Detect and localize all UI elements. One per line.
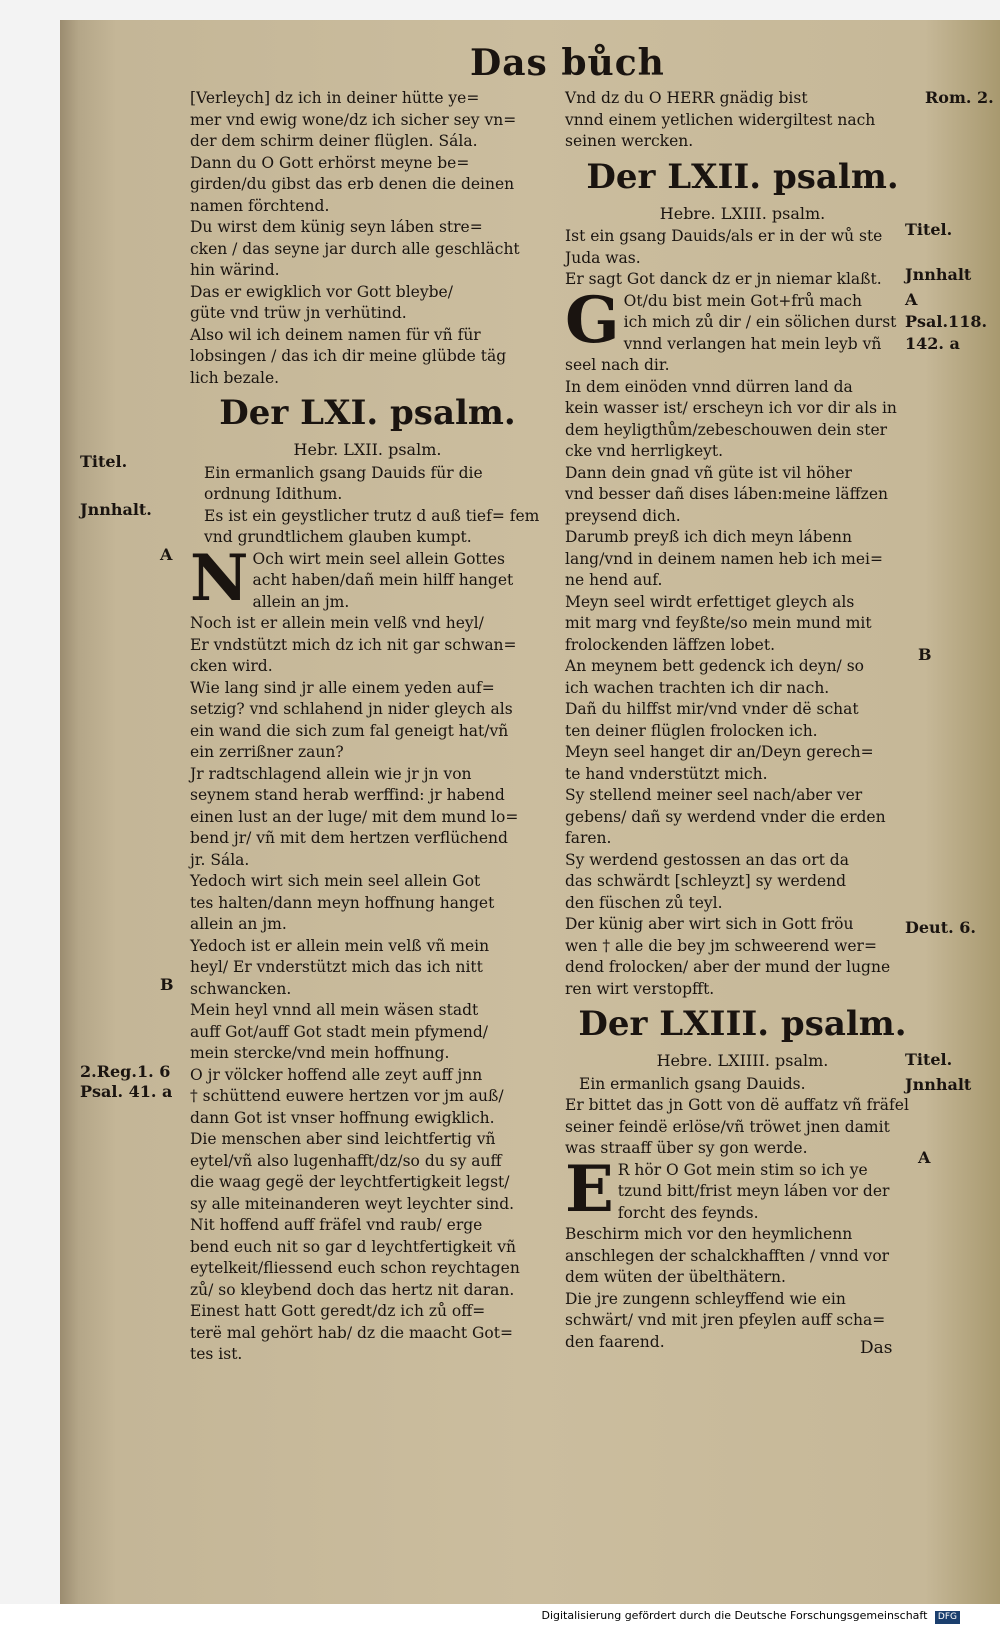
text-line: heyl/ Er vnderstützt mich das ich nitt: [190, 958, 483, 976]
text-line: tzund bitt/frist meyn láben vor der: [617, 1182, 890, 1200]
left-column: [190, 88, 545, 1366]
margin-section-a-right-1: A: [905, 290, 918, 309]
margin-section-b-left: B: [160, 975, 174, 994]
text-line: schwancken.: [190, 979, 292, 998]
text-line: Mein heyl vnnd all mein wäsen stadt: [190, 1001, 479, 1019]
margin-section-a-right-2: A: [918, 1148, 931, 1167]
psalm-61-opening-lines: [253, 549, 514, 614]
text-line: ein zerrißner zaun?: [190, 743, 344, 761]
text-line: mein stercke/vnd mein hoffnung.: [190, 1044, 450, 1062]
text-line: Sy werdend gestossen an das ort da: [565, 850, 849, 869]
text-line: die waag gegë der leychtfertigkeit legst/: [190, 1173, 510, 1191]
text-line: vnd besser dañ dises láben:meine läffzen: [565, 485, 889, 503]
text-line: Vnd dz du O HERR gnädig bist: [565, 89, 808, 107]
text-line: hin wärind.: [190, 261, 280, 279]
text-line: Das er ewigklich vor Gott bleybe/: [190, 282, 453, 301]
text-line: cke vnd herrligkeyt.: [565, 442, 724, 460]
margin-titel-right-1: Titel.: [905, 220, 953, 239]
text-line: tes halten/dann meyn hoffnung hanget: [190, 893, 495, 912]
dfg-logo: DFG: [935, 1611, 960, 1624]
text-line: eytelkeit/fliessend euch schon reychtagen: [190, 1259, 520, 1277]
margin-ref-deut: Deut. 6.: [905, 918, 976, 937]
text-line: Einest hatt Gott geredt/dz ich zů off=: [190, 1302, 486, 1320]
drop-cap-g: G: [565, 282, 620, 358]
margin-section-a-left: A: [160, 545, 173, 564]
text-line: seel nach dir.: [565, 356, 670, 374]
psalm-63-opening-lines: [618, 1160, 890, 1225]
text-line: den faarend.: [565, 1332, 665, 1351]
margin-titel-left: Titel.: [80, 452, 128, 471]
text-line: dend frolocken/ aber der mund der lugne: [565, 958, 891, 976]
digitization-footer: [0, 1604, 1000, 1627]
text-line: Meyn seel wirdt erfettiget gleych als: [565, 592, 855, 611]
text-line: ten deiner flüglen frolocken ich.: [565, 721, 818, 740]
text-line: dem heyligthům/zebeschouwen dein ster: [565, 420, 888, 439]
text-line: lang/vnd in deinem namen heb ich mei=: [565, 549, 883, 568]
text-line: tes ist.: [190, 1345, 243, 1363]
text-line: Die jre zungenn schleyffend wie ein: [565, 1289, 846, 1308]
text-line: Yedoch wirt sich mein seel allein Got: [190, 872, 481, 890]
text-line: seinen wercken.: [565, 132, 694, 150]
text-line: acht haben/dañ mein hilff hanget: [252, 571, 514, 589]
text-line: ein wand die sich zum fal geneigt hat/vñ: [190, 721, 509, 740]
text-line: schwärt/ vnd mit jren pfeylen auff scha=: [565, 1311, 886, 1329]
text-line: sy alle miteinanderen weyt leychter sind.: [190, 1194, 515, 1213]
text-line: cken wird.: [190, 657, 273, 675]
text-line: [Verleych] dz ich in deiner hütte ye=: [190, 89, 480, 107]
text-line: Dann dein gnad vñ güte ist vil höher: [565, 463, 852, 482]
psalm-63-title: Der LXIII. psalm.: [578, 1004, 907, 1044]
psalm-62-hebrew-number: Hebre. LXIII. psalm.: [659, 203, 826, 223]
text-line: güte vnd trüw jn verhütind.: [190, 304, 407, 322]
text-line: † schüttend euwere hertzen vor jm auß/: [190, 1087, 504, 1105]
psalm-62-opening-lines: [624, 291, 897, 356]
text-line: Dann du O Gott erhörst meyne be=: [190, 153, 470, 172]
text-line: Darumb preyß ich dich meyn lábenn: [565, 528, 852, 546]
text-line: ne hend auf.: [565, 571, 663, 589]
text-line: Noch ist er allein mein velß vnd heyl/: [190, 614, 484, 632]
text-line: terë mal gehört hab/ dz die maacht Got=: [190, 1323, 513, 1342]
text-line: lich bezale.: [190, 368, 280, 387]
margin-ref-psal118: Psal.118.: [905, 312, 988, 331]
text-line: Der künig aber wirt sich in Gott fröu: [565, 915, 854, 933]
text-line: bend euch nit so gar d leychtfertigkeit vñ: [190, 1237, 516, 1256]
text-line: gebens/ dañ sy werdend vnder die erden: [565, 807, 886, 826]
text-line: Nit hoffend auff fräfel vnd raub/ erge: [190, 1216, 483, 1234]
text-line: namen förchtend.: [190, 196, 330, 215]
right-text-block-1: [565, 88, 920, 153]
margin-innhalt-left: Jnnhalt.: [80, 500, 152, 519]
right-text-block-2: [565, 355, 920, 1000]
text-line: jr. Sála.: [190, 850, 250, 869]
margin-ref-reg: 2.Reg.1. 6: [80, 1062, 171, 1081]
text-line: forcht des feynds.: [617, 1203, 759, 1222]
text-line: Er vndstützt mich dz ich nit gar schwan=: [190, 635, 517, 654]
text-line: das schwärdt [schleyzt] sy werdend: [565, 872, 847, 890]
text-line: Wie lang sind jr alle einem yeden auf=: [190, 678, 495, 697]
drop-cap-n: N: [190, 540, 249, 616]
text-line: preysend dich.: [565, 506, 681, 525]
text-line: lobsingen / das ich dir meine glübde täg: [190, 347, 507, 365]
psalm-61-summary: Es ist ein geystlicher trutz d auß tief= fem vnd grundtlichem glauben kumpt.: [204, 506, 540, 546]
text-line: faren.: [565, 829, 612, 847]
text-line: setzig? vnd schlahend jn nider gleych als: [190, 700, 513, 718]
text-line: Ot/du bist mein Got+frů mach: [623, 291, 862, 310]
text-line: einen lust an der luge/ mit dem mund lo=: [190, 807, 519, 826]
text-line: seynem stand herab werffind: jr habend: [190, 786, 505, 804]
margin-section-b-right: B: [918, 645, 932, 664]
psalm-63-opening: [565, 1151, 920, 1227]
psalm-63-hebrew-number: Hebre. LXIIII. psalm.: [656, 1051, 829, 1070]
psalm-61-opening: [190, 540, 545, 616]
psalm-62-title-note: Ist ein gsang Dauids/als er in der wů ste Juda was.: [565, 227, 883, 267]
psalm-61-title-note: Ein ermanlich gsang Dauids für die ordnung Idithum.: [204, 463, 483, 503]
text-line: Meyn seel hanget dir an/Deyn gerech=: [565, 743, 874, 761]
margin-ref-142: 142. a: [905, 334, 960, 353]
text-line: mit marg vnd feyßte/so mein mund mit: [565, 614, 872, 632]
text-line: Die menschen aber sind leichtfertig vñ: [190, 1130, 496, 1148]
drop-cap-e: E: [565, 1151, 614, 1227]
text-line: ren wirt verstopfft.: [565, 979, 715, 998]
psalm-61-title: Der LXI. psalm.: [219, 393, 516, 433]
text-line: dann Got ist vnser hoffnung ewigklich.: [190, 1108, 495, 1127]
text-line: allein an jm.: [190, 915, 287, 933]
running-header: Das bůch: [470, 42, 665, 84]
text-line: Also wil ich deinem namen für vñ für: [190, 325, 481, 344]
margin-innhalt-right-2: Jnnhalt: [905, 1075, 972, 1094]
text-line: wen † alle die bey jm schweerend wer=: [565, 936, 877, 955]
psalm-63-title-note: Ein ermanlich gsang Dauids.: [579, 1074, 806, 1093]
text-line: auff Got/auff Got stadt mein pfymend/: [190, 1022, 489, 1041]
text-line: frolockenden läffzen lobet.: [565, 635, 775, 654]
text-line: ich mich zů dir / ein sölichen durst: [623, 313, 897, 331]
text-line: dem wüten der übelthätern.: [565, 1268, 786, 1286]
left-text-block-2: [190, 613, 545, 1366]
text-line: R hör O Got mein stim so ich ye: [617, 1160, 868, 1179]
psalm-62-summary: Er sagt Got danck dz er jn niemar klaßt.: [565, 270, 882, 288]
text-line: bend jr/ vñ mit dem hertzen verflüchend: [190, 829, 508, 847]
text-line: An meynem bett gedenck ich deyn/ so: [565, 657, 864, 675]
margin-titel-right-2: Titel.: [905, 1050, 953, 1069]
footer-text: Digitalisierung gefördert durch die Deutsche Forschungsgemeinschaft: [541, 1609, 928, 1622]
catchword: Das: [860, 1338, 893, 1358]
text-line: Jr radtschlagend allein wie jr jn von: [190, 764, 472, 783]
text-line: O jr völcker hoffend alle zeyt auff jnn: [190, 1065, 483, 1084]
text-line: cken / das seyne jar durch alle geschlächt: [190, 239, 520, 258]
text-line: eytel/vñ also lugenhafft/dz/so du sy auff: [190, 1151, 502, 1170]
left-text-block-1: [190, 88, 545, 389]
text-line: In dem einöden vnnd dürren land da: [565, 377, 853, 396]
text-line: Och wirt mein seel allein Gottes: [252, 549, 506, 568]
text-line: te hand vnderstützt mich.: [565, 764, 768, 783]
text-line: Yedoch ist er allein mein velß vñ mein: [190, 936, 490, 955]
margin-ref-rom: Rom. 2.: [925, 88, 994, 107]
text-line: den füschen zů teyl.: [565, 893, 723, 912]
text-line: ich wachen trachten ich dir nach.: [565, 678, 830, 697]
text-line: kein wasser ist/ erscheyn ich vor dir als in: [565, 399, 897, 417]
text-line: vnnd einem yetlichen widergiltest nach: [565, 110, 876, 129]
margin-innhalt-right-1: Jnnhalt: [905, 265, 972, 284]
text-line: vnnd verlangen hat mein leyb vñ: [623, 334, 882, 353]
text-line: Sy stellend meiner seel nach/aber ver: [565, 786, 863, 804]
text-line: girden/du gibst das erb denen die deinen: [190, 175, 515, 193]
margin-ref-psal41: Psal. 41. a: [80, 1082, 173, 1101]
text-line: Dañ du hilffst mir/vnd vnder dë schat: [565, 700, 859, 718]
text-line: mer vnd ewig wone/dz ich sicher sey vn=: [190, 110, 517, 129]
text-line: Du wirst dem künig seyn láben stre=: [190, 218, 483, 236]
psalm-61-hebrew-number: Hebr. LXII. psalm.: [293, 440, 442, 459]
right-text-block-3: [565, 1224, 920, 1353]
psalm-62-opening: [565, 282, 920, 358]
text-line: zů/ so kleybend doch das hertz nit daran.: [190, 1280, 515, 1299]
text-line: der dem schirm deiner flüglen. Sála.: [190, 132, 478, 150]
text-line: anschlegen der schalckhafften / vnnd vor: [565, 1246, 890, 1265]
psalm-62-title: Der LXII. psalm.: [586, 156, 899, 197]
psalm-63-summary: Er bittet das jn Gott von dë auffatz vñ fräfel seiner feindë erlöse/vñ tröwet jnen damit was straaff über sy gon werde.: [565, 1096, 909, 1157]
right-column: [565, 88, 920, 1353]
text-line: allein an jm.: [252, 592, 350, 611]
text-line: Beschirm mich vor den heymlichenn: [565, 1225, 853, 1243]
